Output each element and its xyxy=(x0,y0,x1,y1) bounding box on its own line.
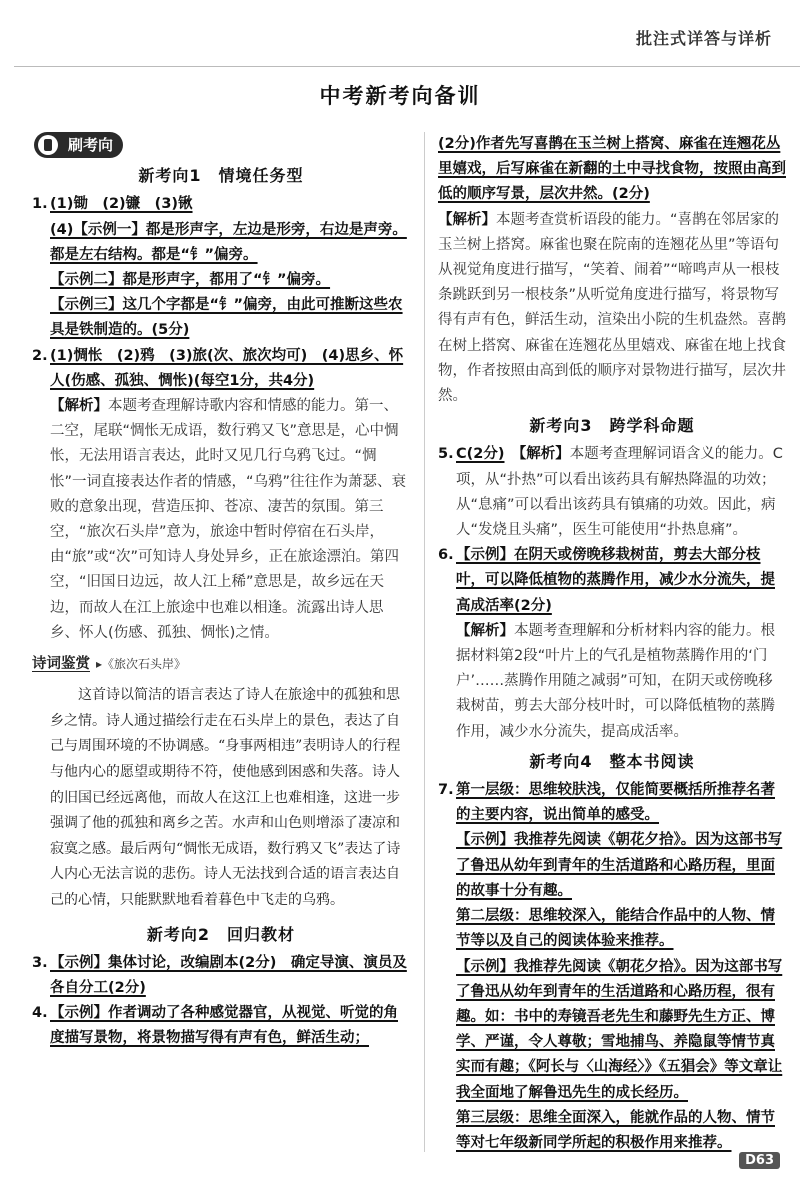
question-2 xyxy=(32,344,410,646)
question-3 xyxy=(32,951,410,1001)
poem-appreciation xyxy=(32,646,410,914)
answer-line: 第三层级：思维全面深入，能就作品的人物、情节等对七年级新同学所起的积极作用来推荐。 xyxy=(456,1109,775,1151)
answer-line: 【示例二】都是形声字，都用了“钅”偏旁。 xyxy=(50,272,331,289)
explanation-text: 本题考查赏析语段的能力。“喜鹊在邻居家的玉兰树上搭窝。麻雀也聚在院南的连翘花丛里”等语句从视觉角度进行描写，“笑着、闹着”“啼鸣声从一根枝条跳跃到另一根枝条”从听觉角度进行描写，将景物写得有声有色，鲜活生动，渲染出小院的生机盎然。喜鹊在树上搭窝、麻雀在连翘花丛里嬉戏、麻雀在地上找食物，作者按照由高到低的顺序对景物进行描写，层次井然。 xyxy=(438,211,786,405)
question-number: 3. xyxy=(32,954,48,971)
explanation xyxy=(50,394,410,646)
explanation-text: 本题考查理解诗歌内容和情感的能力。第一、二空，尾联“惆怅无成语，数行鸦又飞”意思是，心中惆怅，无法用语言表达，此时又见几行乌鸦飞过。“惆怅”一词直接表达作者的情感，“乌鸦”往往作为萧瑟、衰败的意象出现，营造压抑、苍凉、凄苦的氛围。第三空，“旅次石头岸”意为，旅途中暂时停宿在石头岸，由“旅”或“次”可知诗人身处异乡，正在旅途漂泊。第四空，“旧国日边远，故人江上稀”意思是，故乡远在天边，而故人在江上旅途中也难以相逢。流露出诗人思乡、怀人(伤感、孤独、惆怅)之情。 xyxy=(50,398,407,641)
answer-line: 【示例】作者调动了各种感觉器官，从视觉、听觉的角度描写景物，将景物描写得有声有色，鲜活生动； xyxy=(50,1005,398,1047)
question-4 xyxy=(32,1001,410,1051)
answer-line: 【示例三】这几个字都是“钅”偏旁，由此可推断这些农具是铁制造的。(5分) xyxy=(50,297,403,339)
answer-line: (1)锄 (2)镰 (3)锹 xyxy=(50,196,193,213)
question-5 xyxy=(438,442,786,543)
column-divider xyxy=(424,132,425,1152)
answer-line: (4)【示例一】都是形声字，左边是形旁，右边是声旁。都是左右结构。都是“钅”偏旁。 xyxy=(50,221,407,263)
section-heading-3: 新考向3 跨学科命题 xyxy=(529,416,695,436)
question-4-continued xyxy=(438,132,786,409)
badge-label: 刷考向 xyxy=(68,136,114,154)
section-badge xyxy=(34,132,123,158)
explanation-text: 本题考查理解和分析材料内容的能力。根据材料第2段“叶片上的气孔是植物蒸腾作用的‘门户’……蒸腾作用随之减弱”可知，在阴天或傍晚移栽树苗，剪去大部分枝叶时，可以降低植物的蒸腾作用，减少水分流失，提高成活率。 xyxy=(456,622,775,740)
question-6 xyxy=(438,543,786,745)
explanation-tag: 【解析】 xyxy=(456,622,514,639)
page-title: 中考新考向备训 xyxy=(319,84,481,108)
answer-line: 【示例】我推荐先阅读《朝花夕拾》。因为这部书写了鲁迅从幼年到青年的生活道路和心路历程，里面的故事十分有趣。 xyxy=(456,832,783,899)
header-rule xyxy=(14,66,800,67)
answer-line: 【示例】在阴天或傍晚移栽树苗，剪去大部分枝叶，可以降低植物的蒸腾作用，减少水分流失，提高成活率(2分) xyxy=(456,547,775,614)
header-label: 批注式详答与详析 xyxy=(635,29,772,48)
answer-line: (1)惆怅 (2)鸦 (3)旅(次、旅次均可) (4)思乡、怀人(伤感、孤独、惆怅)(每空1分，共4分) xyxy=(50,347,404,389)
section-heading-1: 新考向1 情境任务型 xyxy=(138,166,304,186)
question-number: 1. xyxy=(32,196,48,213)
right-column xyxy=(438,132,786,1156)
answer-line: (2分)作者先写喜鹊在玉兰树上搭窝、麻雀在连翘花丛里嬉戏，后写麻雀在新翻的土中寻找食物，按照由高到低的顺序写景，层次井然。(2分) xyxy=(438,136,786,203)
poem-text: 这首诗以简洁的语言表达了诗人在旅途中的孤独和思乡之情。诗人通过描绘行走在石头岸上的景色，表达了自己与周围环境的不协调感。“身事两相违”表明诗人的行程与他内心的愿望或期待不符，使他感到困惑和失落。诗人的旧国已经远离他，而故人在这江上也难相逢，这进一步强调了他的孤独和离乡之苦。水声和山色则增添了凄凉和寂寞之感。最后两句“惆怅无成语，数行鸦又飞”表达了诗人内心无法言说的悲伤。诗人无法找到合适的语言表达自己的心情，只能默默地看着暮色中飞走的乌鸦。 xyxy=(50,687,401,909)
question-number: 5. xyxy=(438,446,454,463)
question-number: 6. xyxy=(438,547,454,564)
answer-line: 第一层级：思维较肤浅，仅能简要概括所推荐名著的主要内容，说出简单的感受。 xyxy=(456,782,775,824)
answer-line: 【示例】我推荐先阅读《朝花夕拾》。因为这部书写了鲁迅从幼年到青年的生活道路和心路历程，很有趣。如：书中的寿镜吾老先生和藤野先生方正、博学、严谨，令人尊敬；雪地捕鸟、养隐鼠等情节真实而有趣；《阿长与〈山海经〉》《五猖会》等文章让我全面地了解鲁迅先生的成长经历。 xyxy=(456,958,783,1101)
page-number: D63 xyxy=(739,1152,780,1169)
explanation-tag: 【解析】 xyxy=(518,446,570,463)
left-column xyxy=(32,132,410,1052)
answer-line: 第二层级：思维较深入，能结合作品中的人物、情节等以及自己的阅读体验来推荐。 xyxy=(456,908,775,950)
question-number: 2. xyxy=(32,347,48,364)
badge-icon xyxy=(38,135,58,155)
question-7 xyxy=(438,778,786,1156)
question-number: 7. xyxy=(438,782,454,799)
section-heading-4: 新考向4 整本书阅读 xyxy=(529,751,695,771)
answer-choice: C(2分) xyxy=(456,446,505,463)
explanation xyxy=(438,208,786,410)
answer-line: 【示例】集体讨论，改编剧本(2分) 确定导演、演员及各自分工(2分) xyxy=(50,954,407,997)
explanation-tag: 【解析】 xyxy=(50,398,108,415)
poem-label: 诗词鉴赏 xyxy=(32,656,90,673)
explanation xyxy=(456,619,786,745)
poem-ref: ▸《旅次石头岸》 xyxy=(96,657,187,672)
section-heading-2: 新考向2 回归教材 xyxy=(146,924,296,944)
question-1 xyxy=(32,192,410,343)
question-number: 4. xyxy=(32,1005,48,1022)
explanation-tag: 【解析】 xyxy=(438,211,496,228)
explanation-text: 本题考查理解词语含义的能力。C项，从“扑热”可以看出该药具有解热降温的功效；从“息痛”可以看出该药具有镇痛的功效。因此，病人“发烧且头痛”，医生可能使用“扑热息痛”。 xyxy=(456,446,783,539)
explanation xyxy=(456,442,786,543)
